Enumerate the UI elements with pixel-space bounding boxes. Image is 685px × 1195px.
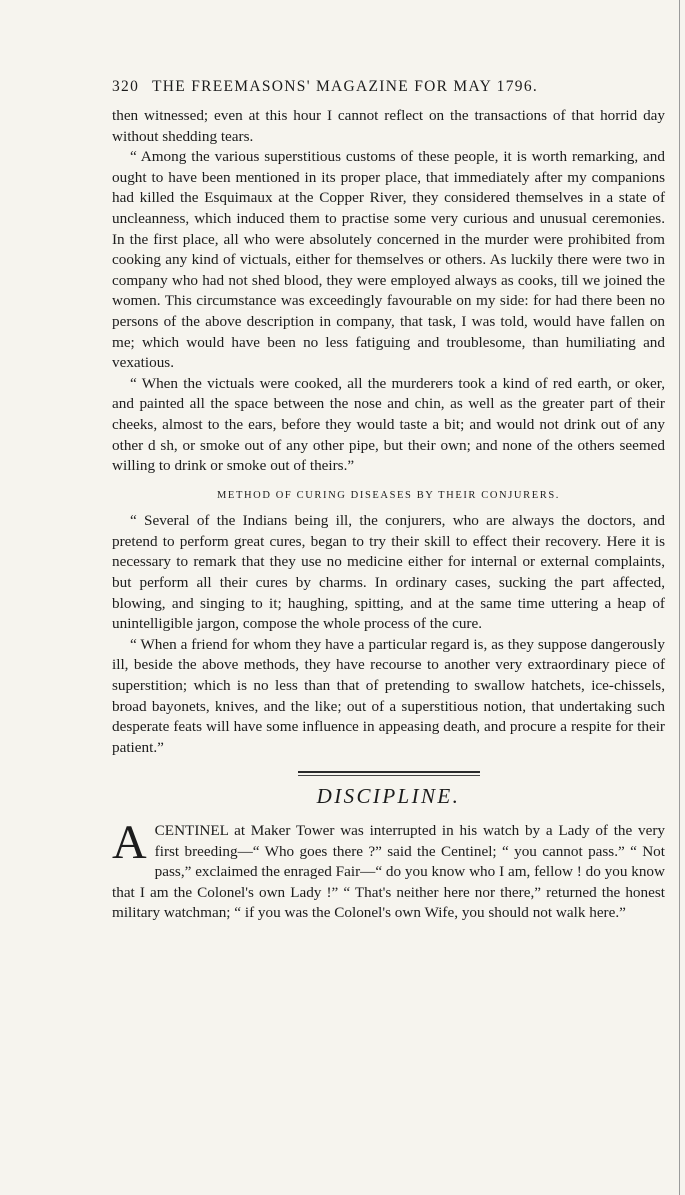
drop-cap: A [112,816,147,869]
page-edge-line [679,0,680,1195]
ornamental-rule [298,771,480,776]
rule-thin [298,775,480,776]
paragraph: “ When the victuals were cooked, all the murderers took a kind of red earth, or oker, and painted all the space between the nose and chin, as well as the greater part of their cheeks, almost to the ears, before they would taste a bit; and would not drink out of any other d sh, or smoke out of any other pipe, but their own; and none of the others seemed willing to drink or smoke out of theirs.” [112,374,665,475]
rule-thick [298,771,480,773]
paragraph: then witnessed; even at this hour I cannot reflect on the transactions of that horrid day without shedding tears. [112,107,665,145]
section-heading: METHOD OF CURING DISEASES BY THEIR CONJURERS. [217,489,560,501]
page-number: 320 [112,78,140,95]
anecdote-paragraph [112,816,665,924]
page-header [112,78,665,96]
paragraph: “ Among the various superstitious customs of these people, it is worth remarking, and ought to have been mentioned in its proper place, that immediately after my companions had killed the Esquimaux at the Copper River, they considered themselves in a state of uncleanness, which induced them to practise some very curious and unusual ceremonies. In the first place, all who were absolutely concerned in the murder were prohibited from cooking any kind of victuals, either for themselves or others. As luckily there were two in company who had not shed blood, they were employed always as cooks, till we joined the women. This circumstance was exceedingly favourable on my side: for had there been no persons of the above description in company, that task, I was told, would have fallen on me; which would have been no less fatiguing and troublesome, than humiliating and vexatious. [112,148,665,372]
article-title: DISCIPLINE. [316,784,461,809]
paragraph: “ Several of the Indians being ill, the conjurers, who are always the doctors, and pretend to perform great cures, began to try their skill to effect their recovery. Here it is necessary to remark that they use no medicine either for internal or external complaints, but perform all their cures by charms. In ordinary cases, sucking the part affected, blowing, and singing to it; haughing, spitting, and at the same time uttering a heap of unintelligible jargon, compose the whole process of the cure. [112,512,665,633]
anecdote [112,816,665,924]
anecdote-text: CENTINEL at Maker Tower was interrupted in his watch by a Lady of the very first breeding—“ Who goes there ?” said the Centinel; “ you cannot pass.” “ Not pass,” exclaimed the enraged Fair—“ do you know who I am, fellow ! do you know that I am the Colonel's own Lady !” “ That's neither here nor there,” returned the honest military watchman; “ if you was the Colonel's own Wife, you should not walk here.” [112,822,665,922]
article-body [112,106,665,924]
running-head: THE FREEMASONS' MAGAZINE FOR MAY 1796. [152,78,539,95]
paragraph: “ When a friend for whom they have a particular regard is, as they suppose dangerously ill, beside the above methods, they have recourse to another very extraordinary piece of superstition; which is no less than that of pretending to swallow hatchets, ice-chissels, broad bayonets, knives, and the like; out of a superstitious notion, that undertaking such desperate feats will have some influence in appeasing death, and procure a respite for their patient.” [112,635,665,756]
